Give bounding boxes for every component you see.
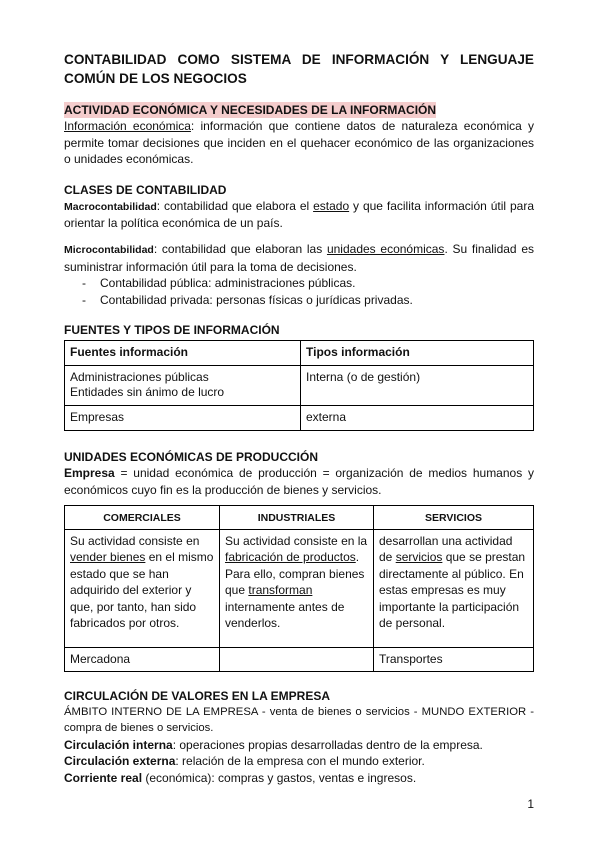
micro-types-list — [64, 275, 534, 308]
real-flow-text: (económica): compras y gastos, ventas e ingresos. — [142, 770, 417, 785]
macro-underlined: estado — [313, 198, 350, 213]
micro-definition — [64, 241, 534, 275]
table-cell — [65, 366, 301, 406]
document-page — [64, 50, 534, 787]
sources-table — [64, 340, 534, 431]
table-header: INDUSTRIALES — [220, 505, 374, 529]
document-title: CONTABILIDAD COMO SISTEMA DE INFORMACIÓN Y LENGUAJE COMÚN DE LOS NEGOCIOS — [64, 52, 534, 86]
company-definition — [64, 465, 534, 498]
real-flow — [64, 770, 534, 787]
section-production-units-heading: UNIDADES ECONÓMICAS DE PRODUCCIÓN — [64, 450, 319, 465]
macro-text-a: : contabilidad que elabora el — [156, 198, 314, 213]
cell-text: Su actividad consiste en — [70, 533, 200, 548]
cell-text: desarrollan una actividad de — [379, 533, 513, 565]
term-economic-info: Información económica — [64, 119, 191, 133]
table-cell — [374, 529, 534, 647]
table-cell — [65, 529, 220, 647]
micro-underlined: unidades económicas — [326, 241, 445, 256]
section-value-flow-heading: CIRCULACIÓN DE VALORES EN LA EMPRESA — [64, 688, 331, 703]
table-header: SERVICIOS — [374, 505, 534, 529]
section-accounting-types-heading: CLASES DE CONTABILIDAD — [64, 182, 227, 197]
table-cell: Transportes — [374, 647, 534, 671]
table-cell: externa — [301, 406, 534, 431]
company-types-table — [64, 505, 534, 672]
cell-underlined: transforman — [248, 583, 313, 598]
company-text: = unidad económica de producción = organización de medios humanos y económicos cuyo fin es la producción de bienes y servicios. — [64, 466, 534, 497]
external-circulation — [64, 753, 534, 770]
cell-underlined: servicios — [395, 550, 443, 565]
table-cell — [220, 647, 374, 671]
internal-text: : operaciones propias desarrolladas dentro de la empresa. — [172, 737, 483, 752]
cell-text: en el mismo estado que se han adquirido del exterior y que, por tanto, han sido fabricados por otros. — [70, 550, 214, 631]
cell-text: internamente antes de venderlos. — [225, 599, 345, 631]
term-external: Circulación externa — [64, 754, 176, 769]
micro-text-b: . Su finalidad es suministrar información útil para la toma de decisiones. — [64, 241, 535, 274]
cell-underlined: vender bienes — [70, 550, 146, 565]
internal-circulation — [64, 737, 534, 754]
term-macro: Macrocontabilidad — [64, 200, 157, 213]
page-number: 1 — [527, 797, 534, 811]
definition-text: : información que contiene datos de naturaleza económica y permite tomar decisiones que inciden en el quehacer económico de las organizaciones o unidades económicas. — [64, 119, 534, 167]
macro-definition — [64, 198, 534, 232]
table-cell — [220, 529, 374, 647]
table-cell: Interna (o de gestión) — [301, 366, 534, 406]
section-economic-activity-heading — [64, 102, 534, 118]
micro-text-a: : contabilidad que elaboran las — [153, 241, 327, 256]
term-micro: Microcontabilidad — [64, 243, 154, 256]
term-real-flow: Corriente real — [64, 770, 143, 785]
highlighted-heading: ACTIVIDAD ECONÓMICA Y NECESIDADES DE LA INFORMACIÓN — [64, 103, 437, 117]
table-header: COMERCIALES — [65, 505, 220, 529]
term-internal: Circulación interna — [64, 737, 173, 752]
macro-text-b: y que facilita información útil para orientar la política económica de un país. — [64, 198, 534, 231]
cell-text: . Para ello, compran bienes que — [225, 550, 365, 598]
cell-underlined: fabricación de productos — [225, 550, 356, 565]
table-cell: Empresas — [65, 406, 301, 431]
cell-line: Administraciones públicas — [70, 370, 209, 385]
table-header: Tipos información — [301, 341, 534, 366]
economic-info-definition — [64, 118, 534, 168]
cell-text: Su actividad consiste en la — [225, 533, 368, 548]
external-text: : relación de la empresa con el mundo exterior. — [175, 754, 425, 769]
section-sources-heading: FUENTES Y TIPOS DE INFORMACIÓN — [64, 323, 280, 338]
term-company: Empresa — [64, 466, 115, 481]
list-item: - Contabilidad pública: administraciones públicas. — [100, 275, 534, 292]
table-header: Fuentes información — [65, 341, 301, 366]
list-item: - Contabilidad privada: personas físicas o jurídicas privadas. — [100, 292, 534, 309]
cell-text: que se prestan directamente al público. En estas empresas es muy importante la participación de personal. — [379, 550, 526, 631]
value-flow-summary: ÁMBITO INTERNO DE LA EMPRESA - venta de bienes o servicios - MUNDO EXTERIOR - compra de bienes o servicios. — [64, 705, 534, 735]
cell-line: Entidades sin ánimo de lucro — [70, 385, 225, 400]
table-cell: Mercadona — [65, 647, 220, 671]
